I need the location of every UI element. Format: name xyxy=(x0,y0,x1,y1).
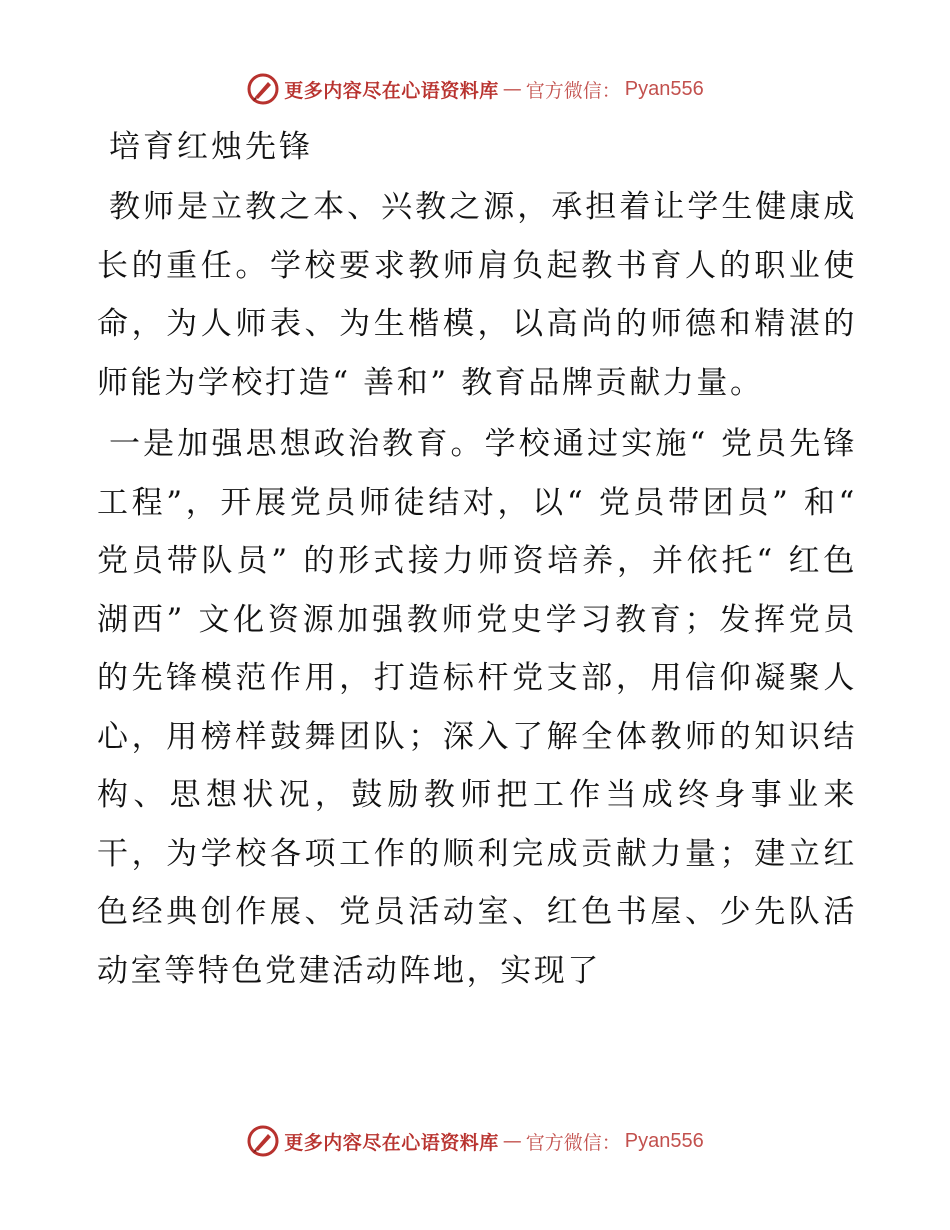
watermark-official-label: 官方微信： xyxy=(525,1131,621,1154)
paragraph-ideology: 一是加强思想政治教育。学校通过实施“ 党员先锋工程”，开展党员师徒结对，以“ 党员带团员” 和“ 党员带队员” 的形式接力师资培养，并依托“ 红色湖西” 文化资源加强教师党史学习教育；发挥党员的先锋模范作用，打造标杆党支部，用信仰凝聚人心，用榜样鼓舞团队；深入了解全体教师的知识结构、思想状况，鼓励教师把工作当成终身事业来干，为学校各项工作的顺利完成贡献力量；建立红色经典创作展、党员活动室、红色书屋、少先队活动室等特色党建活动阵地，实现了 xyxy=(97,426,857,989)
watermark-official-label: 官方微信： xyxy=(525,79,621,102)
footer-watermark xyxy=(0,1124,950,1158)
watermark-wechat-id: Pyan556 xyxy=(624,77,704,100)
watermark-main-text: 更多内容尽在心语资料库 xyxy=(284,1131,499,1154)
header-watermark xyxy=(0,72,950,106)
watermark-main-text: 更多内容尽在心语资料库 xyxy=(284,79,499,102)
pen-logo-icon xyxy=(246,72,280,106)
pen-logo-icon xyxy=(246,1124,280,1158)
watermark-wechat-id: Pyan556 xyxy=(624,1129,704,1152)
watermark-separator: — xyxy=(502,1130,522,1152)
paragraph-intro: 教师是立教之本、兴教之源，承担着让学生健康成长的重任。学校要求教师肩负起教书育人的职业使命，为人师表、为生楷模，以高尚的师德和精湛的师能为学校打造“ 善和” 教育品牌贡献力量。 xyxy=(97,189,857,401)
document-body xyxy=(97,122,857,1003)
watermark-separator: — xyxy=(502,78,522,100)
document-title: 培育红烛先锋 xyxy=(109,129,313,165)
